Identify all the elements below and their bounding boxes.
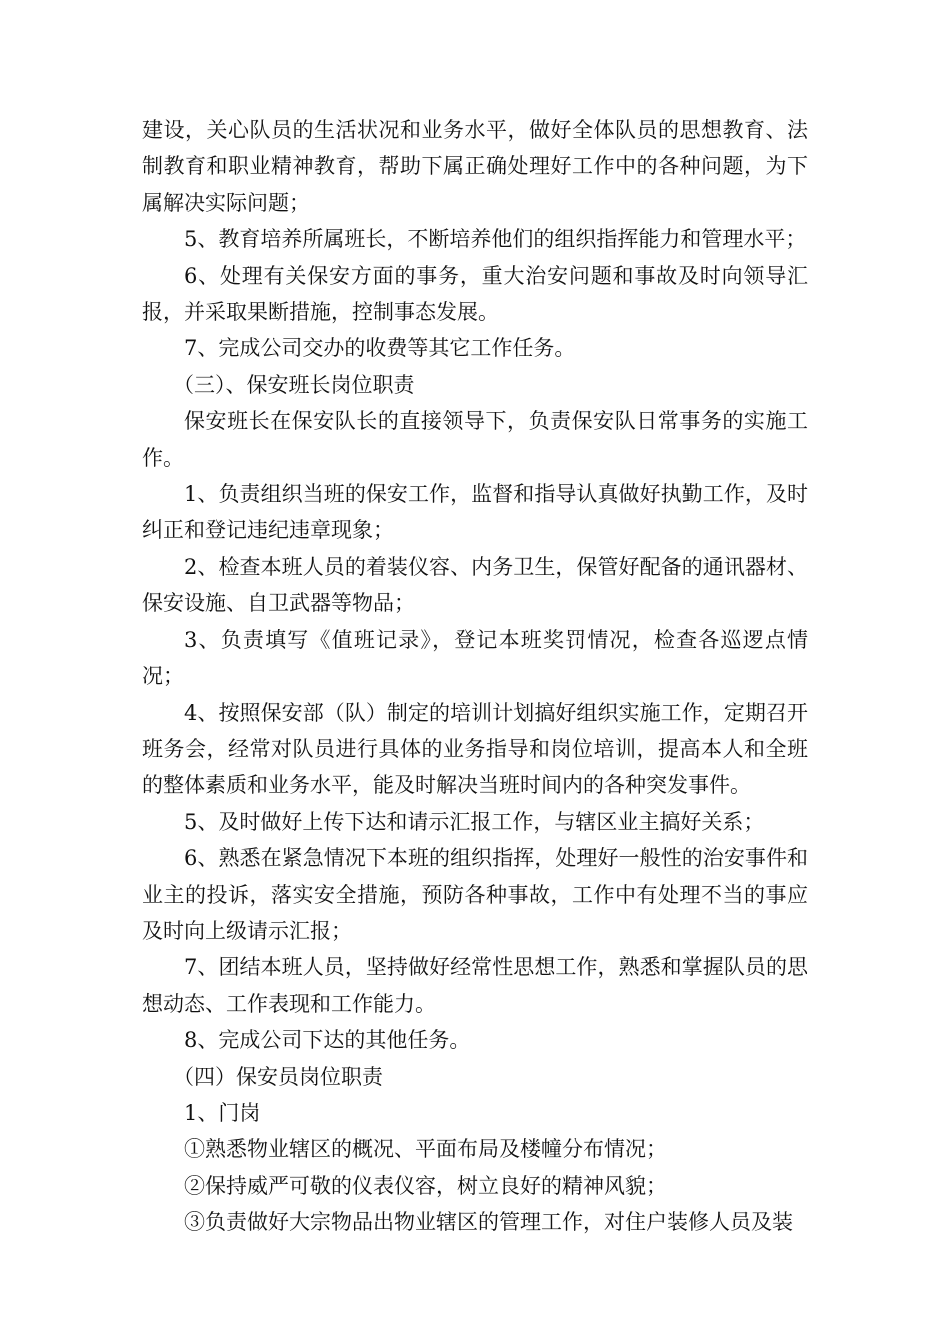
- paragraph-17: ①熟悉物业辖区的概况、平面布局及楼幢分布情况；: [184, 1137, 667, 1162]
- paragraph-2: 5、教育培养所属班长，不断培养他们的组织指挥能力和管理水平；: [184, 227, 807, 252]
- paragraph-8: 2、检查本班人员的着装仪容、内务卫生，保管好配备的通讯器材、保安设施、自卫武器等物品；: [142, 554, 808, 616]
- paragraph-19: ③负责做好大宗物品出物业辖区的管理工作，对住户装修人员及装: [184, 1210, 793, 1235]
- section-heading-4: （四）保安员岗位职责: [173, 1064, 383, 1089]
- paragraph-18: ②保持威严可敬的仪表仪容，树立良好的精神风貌；: [184, 1173, 667, 1198]
- document-page: [142, 112, 808, 1241]
- paragraph-3: 6、处理有关保安方面的事务，重大治安问题和事故及时向领导汇报，并采取果断措施，控制事态发展。: [142, 263, 808, 325]
- paragraph-1: 建设，关心队员的生活状况和业务水平，做好全体队员的思想教育、法制教育和职业精神教育，帮助下属正确处理好工作中的各种问题，为下属解决实际问题；: [142, 118, 808, 215]
- paragraph-13: 7、团结本班人员，坚持做好经常性思想工作，熟悉和掌握队员的思想动态、工作表现和工作能力。: [142, 955, 808, 1016]
- paragraph-16: 1、门岗: [184, 1100, 261, 1125]
- paragraph-9: 3、负责填写《值班记录》，登记本班奖罚情况，检查各巡逻点情况；: [142, 627, 808, 689]
- paragraph-7: 1、负责组织当班的保安工作，监督和指导认真做好执勤工作，及时纠正和登记违纪违章现象；: [142, 482, 808, 543]
- section-heading-3: （三）、保安班长岗位职责: [173, 372, 415, 397]
- paragraph-4: 7、完成公司交办的收费等其它工作任务。: [184, 336, 576, 361]
- paragraph-10: 4、按照保安部（队）制定的培训计划搞好组织实施工作，定期召开班务会，经常对队员进行具体的业务指导和岗位培训，提高本人和全班的整体素质和业务水平，能及时解决当班时间内的各种突发事件。: [142, 700, 808, 798]
- paragraph-14: 8、完成公司下达的其他任务。: [184, 1028, 471, 1053]
- paragraph-11: 5、及时做好上传下达和请示汇报工作，与辖区业主搞好关系；: [184, 809, 765, 834]
- paragraph-6: 保安班长在保安队长的直接领导下，负责保安队日常事务的实施工作。: [142, 409, 808, 470]
- paragraph-12: 6、熟悉在紧急情况下本班的组织指挥，处理好一般性的治安事件和业主的投诉，落实安全措施，预防各种事故，工作中有处理不当的事应及时向上级请示汇报；: [142, 846, 808, 943]
